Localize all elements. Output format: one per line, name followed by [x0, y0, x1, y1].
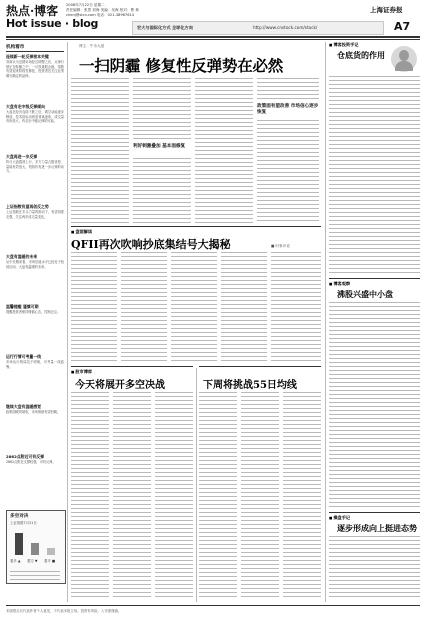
sentiment-legend-item: 看多 ▲	[10, 559, 21, 563]
sentiment-bars	[11, 527, 61, 555]
left-item-body: 上证指数在多头力量的推动下，有望再度走强，关注两市成交量变化。	[6, 210, 64, 219]
sentiment-notes	[10, 571, 60, 580]
right-top-headline: 仓底货的作用	[337, 50, 385, 60]
bottom-mid-headline: 下周将挑战55日均线	[203, 380, 297, 391]
left-item-body: 大盘在经历连续下跌之后，做空动能逐步释放，技术指标出现底背离迹象，成交量有所放大，有走出中级反弹的可能。	[6, 110, 64, 124]
footer-rule	[6, 605, 420, 606]
left-item-title: 2862点附近可有反弹	[6, 454, 45, 459]
bottom-mid-col-2	[241, 392, 279, 600]
author-body	[395, 61, 413, 71]
column-divider	[67, 42, 68, 602]
right-top-body	[329, 76, 420, 274]
bottom-mid-article	[199, 366, 321, 602]
right-column	[329, 40, 420, 602]
bullish-bar	[15, 533, 23, 555]
main-headline: 一扫阴霾 修复性反弹势在必然	[79, 56, 284, 75]
left-item-body: 从中长期来看，市场估值水平已经处于较低区间，大盘有温暖的未来。	[6, 260, 64, 269]
footer-note: 本版观点仅代表作者个人意见，不代表本报立场。投资有风险，入市需谨慎。	[6, 609, 122, 613]
qfii-col-3	[171, 252, 217, 362]
qfii-article	[71, 226, 321, 364]
qfii-col-1	[71, 252, 117, 362]
bottom-left-col-3	[155, 392, 193, 600]
author-photo	[391, 46, 417, 72]
main-col-2a	[133, 78, 191, 140]
left-item-body: 昨日大盘震荡上行，多方力量占据优势，量能有效放大，短线仍有进一步反弹的动力。	[6, 160, 64, 174]
brand-cn: 热点·博客	[6, 4, 59, 18]
left-item-body: 政策面暖风频吹，市场情绪有望回暖。	[6, 410, 61, 414]
left-item-title: 继续大盘有温暖感觉	[6, 404, 42, 409]
left-item-title: 连续新一轮反弹根本关键	[6, 54, 49, 59]
left-item-title: 上证指数有望再创反之势	[6, 204, 49, 209]
right-bottom-headline: 逐步形成向上挺进态势	[337, 523, 417, 533]
neutral-bar	[47, 548, 55, 555]
qfii-headline: QFII再次吹响抄底集结号大揭秘	[71, 238, 231, 251]
bottom-mid-col-3	[283, 392, 321, 600]
left-item-title: 大盘再进一步反弹	[6, 154, 38, 159]
left-item-title: 运行行情可考量一线	[6, 354, 42, 359]
bottom-left-col-2	[113, 392, 151, 600]
ad-url[interactable]: http://www.cnstock.com/stock/	[253, 25, 318, 30]
bottom-divider	[196, 368, 197, 602]
main-col-4b	[257, 120, 319, 223]
main-col-2b	[133, 158, 191, 223]
ad-banner	[132, 21, 384, 35]
left-item-body: 市场运行格局趋于明朗，可考量一线蓝筹。	[6, 360, 64, 369]
bottom-left-article	[71, 366, 193, 602]
right-mid-body	[329, 302, 420, 508]
qfii-col-4	[221, 252, 267, 362]
right-bottom-tag: ■ 操盘手记	[329, 515, 350, 521]
right-bottom-body	[329, 536, 420, 600]
contact-line: chenj@stcn.com 电话：021-38967614	[66, 13, 135, 17]
left-item-body: 2862点附近支撑较强，可有反弹。	[6, 460, 56, 464]
bearish-bar	[31, 543, 39, 555]
right-top-tag: ■ 博客投资手记	[329, 42, 358, 48]
bottom-left-headline: 今天将展开多空决战	[75, 380, 165, 391]
ad-text: 宏大与国际化方式 全球化方向	[137, 25, 193, 30]
left-item-body: 券商认为近期市场经过调整之后，反弹行情正在酝酿之中，一旦权重股企稳，指数有望迎来阶段性修复，投资者宜关注业绩增长确定的品种。	[6, 60, 64, 78]
right-divider	[325, 42, 326, 602]
left-column	[6, 42, 64, 602]
bottom-mid-col-1	[199, 392, 237, 600]
left-item-title: 温馨提醒 谨慎可期	[6, 304, 39, 309]
left-item-title: 大盘有走中级反弹倾向	[6, 104, 45, 109]
brand-en: Hot issue · blog	[6, 17, 99, 30]
main-article	[71, 40, 321, 225]
bottom-left-kicker: ■ 股市博弈	[71, 369, 92, 375]
bottom-left-col-1	[71, 392, 109, 600]
main-col-3	[195, 78, 253, 223]
paper-name: 上海证券报	[370, 6, 403, 14]
sentiment-legend-item: 看空 ▼	[27, 559, 38, 563]
sentiment-box	[6, 510, 66, 584]
main-col-1	[71, 78, 129, 223]
issue-date: 2008年7月22日 星期二	[66, 3, 105, 7]
author-head	[399, 50, 409, 61]
right-mid-headline: 沸股兴盛中小盘	[337, 289, 393, 299]
sentiment-title: 多空对决	[10, 514, 29, 519]
editor-line: 责任编辑：张思 刘海 美编：吴海 校对：曹 黄	[66, 8, 139, 12]
main-col-4a	[257, 78, 319, 100]
left-col-header: 机构看市	[6, 45, 25, 50]
right-mid-tag: ■ 博客观察	[329, 281, 350, 287]
main-subhead-2: 政策面有望改善 市场信心逐步恢复	[257, 104, 319, 115]
qfii-col-2	[121, 252, 167, 362]
main-subhead-1: 利好刺激叠加 基本面修复	[133, 144, 186, 149]
masthead-rule	[6, 36, 420, 38]
page-number: A7	[394, 20, 411, 33]
qfii-kicker: ■ 盘面解读	[71, 229, 92, 235]
left-item-body: 提醒投资者保持谨慎心态，控制仓位。	[6, 310, 61, 314]
sentiment-legend-item: 看平 ■	[44, 559, 56, 563]
qfii-col-5	[271, 252, 321, 362]
main-byline: 博主：牛市大道	[79, 44, 105, 48]
left-item-title: 大盘有温暖的未来	[6, 254, 38, 259]
qfii-byline: ■ 时事评说	[271, 244, 290, 248]
sentiment-sub: 上证指数7月21日	[10, 521, 37, 525]
